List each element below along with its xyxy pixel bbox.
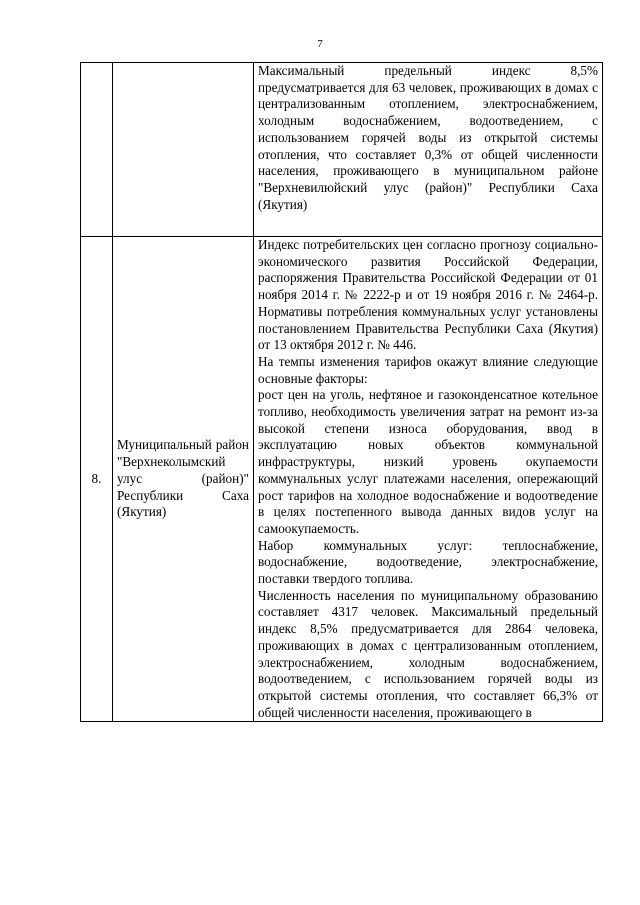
description-paragraph: рост цен на уголь, нефтяное и газоконденсатное котельное топливо, необходимость увеличения затрат на ремонт из-за высокой степени износа оборудования, ввод в эксплуатацию новых объектов коммунальной инфраструктуры, низкий уровень окупаемости коммунальных услуг платежами населения, опережающий рост тарифов на холодное водоснабжение и водоотведение в целях постепенного вывода данных видов услуг на самоокупаемость. xyxy=(258,387,598,536)
description-cell xyxy=(254,237,603,722)
table-row xyxy=(81,63,603,237)
description-paragraph: Индекс потребительских цен согласно прогнозу социально-экономического развития Российской Федерации, распоряжения Правительства Российской Федерации от 01 ноября 2014 г. № 2222-р и от 19 ноября 2016 г. № 2464-р. Нормативы потребления коммунальных услуг установлены постановлением Правительства Республики Саха (Якутия) от 13 октября 2012 г. № 446. xyxy=(258,237,598,353)
municipality-name: Муниципальный район "Верхнеколымский улус (район)" Республики Саха (Якутия) xyxy=(117,437,249,520)
page-number: 7 xyxy=(317,38,323,50)
description-paragraph: Набор коммунальных услуг: теплоснабжение, водоснабжение, водоотведение, электроснабжение, поставки твердого топлива. xyxy=(258,537,598,587)
description-paragraph: На темпы изменения тарифов окажут влияние следующие основные факторы: xyxy=(258,353,598,386)
municipality-name-cell xyxy=(113,237,254,722)
description-cell xyxy=(254,63,603,237)
tariff-table xyxy=(80,62,603,722)
description-paragraph: Численность населения по муниципальному образованию составляет 4317 человек. Максимальный предельный индекс 8,5% предусматривается для 2864 человека, проживающих в домах с централизованным отоплением, электроснабжением, холодным водоснабжением, водоотведением, с использованием горячей воды из открытой системы отопления, что составляет 66,3% от общей численности населения, проживающего в xyxy=(258,587,598,720)
row-number-cell: 8. xyxy=(81,237,113,722)
row-number-cell xyxy=(81,63,113,237)
municipality-name-cell xyxy=(113,63,254,237)
table-row xyxy=(81,237,603,722)
description-paragraph: Максимальный предельный индекс 8,5% предусматривается для 63 человек, проживающих в домах с централизованным отоплением, электроснабжением, холодным водоснабжением, водоотведением, с использованием горячей воды из открытой системы отопления, что составляет 0,3% от общей численности населения, проживающего в муниципальном районе "Верхневилюйский улус (район)" Республики Саха (Якутия) xyxy=(258,63,598,212)
